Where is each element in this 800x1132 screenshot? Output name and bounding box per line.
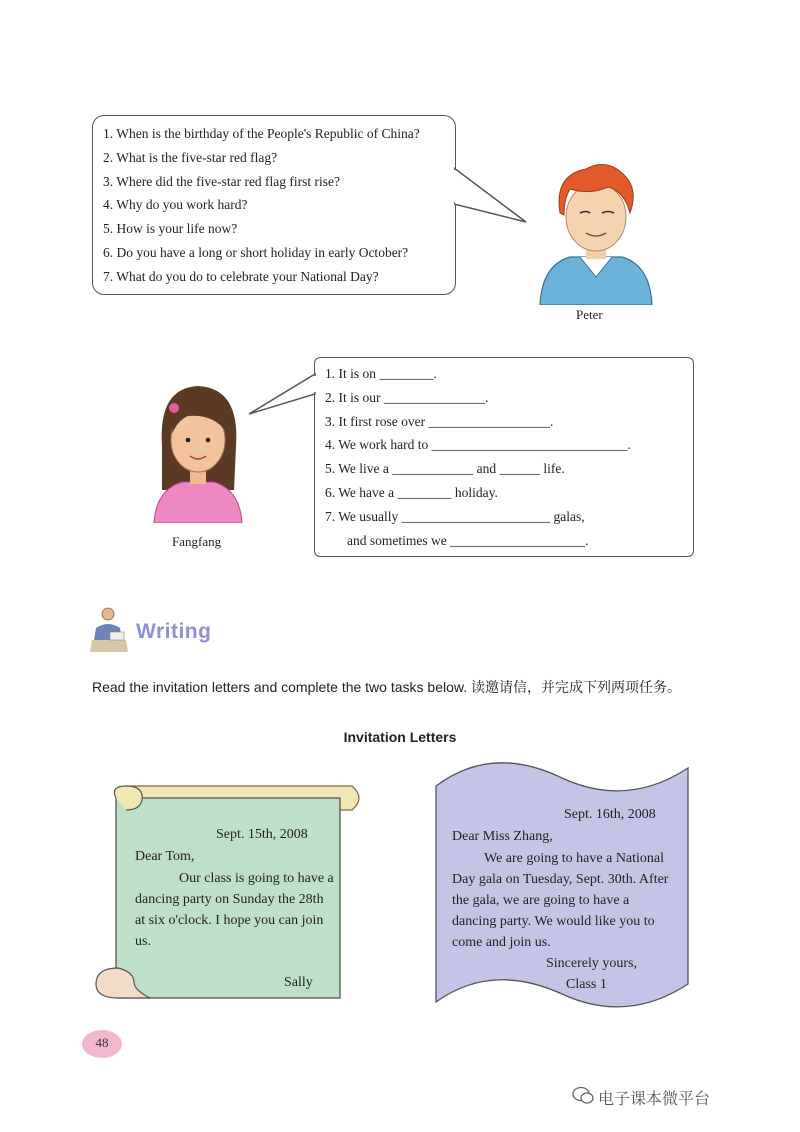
letter1-greeting: Dear Tom, <box>135 849 195 864</box>
fangfang-caption: Fangfang <box>172 534 222 549</box>
letter2-date: Sept. 16th, 2008 <box>564 807 656 822</box>
writing-instruction: Read the invitation letters and complete the two tasks below. 读邀请信，并完成下列两项任务。 <box>92 679 681 695</box>
letter2-body: We are going to have a National Day gala on Tuesday, Sept. 30th. After the gala, we are going to have a dancing party. We would like you to come and join us. <box>452 851 669 950</box>
letter2-greeting: Dear Miss Zhang, <box>452 829 553 844</box>
writing-section-title: Writing <box>136 620 212 643</box>
watermark-text: 电子课本微平台 <box>598 1089 711 1108</box>
invitation-letters-title: Invitation Letters <box>343 729 457 745</box>
letter1-date: Sept. 15th, 2008 <box>216 827 308 842</box>
answer-item: 2. It is our _______________. <box>325 389 489 405</box>
question-item: 1. When is the birthday of the People's Republic of China? <box>103 126 420 141</box>
question-item: 5. How is your life now? <box>103 221 238 237</box>
answer-item: 3. It first rose over __________________. <box>325 413 554 429</box>
answer-item: 5. We live a ____________ and ______ life. <box>325 461 565 477</box>
answer-item: 6. We have a ________ holiday. <box>325 484 498 500</box>
question-item: 2. What is the five-star red flag? <box>103 149 278 165</box>
writing-student-icon <box>88 606 130 654</box>
page-number: 48 <box>82 1030 122 1058</box>
peter-speech-tail <box>454 160 534 230</box>
question-list <box>103 122 455 289</box>
answer-item: 4. We work hard to _____________________________. <box>325 437 631 453</box>
fangfang-answer-box <box>314 357 694 557</box>
peter-caption: Peter <box>576 307 603 322</box>
letter1-body: Our class is going to have a dancing party on Sunday the 28th at six o'clock. I hope you can join us. <box>135 871 334 949</box>
answer-list <box>325 362 693 552</box>
question-item: 6. Do you have a long or short holiday in early October? <box>103 244 409 260</box>
answer-continuation: and sometimes we ____________________. <box>347 532 589 548</box>
letter2-closing: Sincerely yours, <box>546 956 637 971</box>
letter2-signature: Class 1 <box>566 977 607 992</box>
peter-illustration <box>530 155 660 305</box>
question-item: 4. Why do you work hard? <box>103 197 248 213</box>
fangfang-speech-tail <box>245 372 317 422</box>
peter-question-box <box>92 115 456 295</box>
fangfang-illustration <box>148 378 248 523</box>
letter1-signature: Sally <box>284 975 313 990</box>
chat-bubble-icon <box>572 1086 594 1106</box>
question-item: 3. Where did the five-star red flag first rise? <box>103 173 341 189</box>
answer-item: 1. It is on ________. <box>325 366 437 381</box>
answer-item: 7. We usually ______________________ galas, <box>325 508 585 524</box>
question-item: 7. What do you do to celebrate your National Day? <box>103 268 379 284</box>
